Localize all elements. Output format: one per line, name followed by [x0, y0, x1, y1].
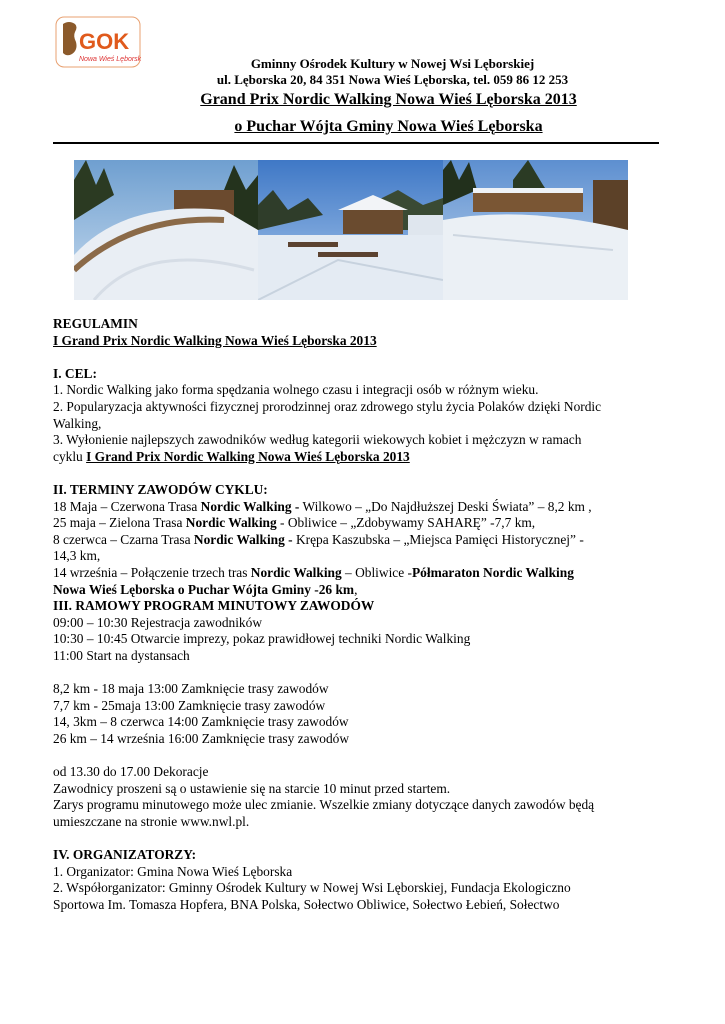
organizatorzy-line: 1. Organizator: Gmina Nowa Wieś Lęborska: [53, 863, 293, 879]
cel-item-3-prefix: cyklu: [53, 448, 87, 464]
terminy-row-4-discipline: Nordic Walking: [250, 564, 342, 580]
terminy-row-3: [53, 532, 663, 549]
terminy-row-4-date: 14 września – Połączenie trzech tras: [53, 564, 251, 580]
photo-snow-bridge: [443, 160, 628, 300]
terminy-row-1-discipline: Nordic Walking -: [200, 498, 300, 514]
regulations-body: [53, 316, 663, 913]
organizatorzy-line: Sportowa Im. Tomasza Hopfera, BNA Polska, Sołectwo Obliwice, Sołectwo Łebień, Sołectwo: [53, 896, 560, 912]
closure-line: 8,2 km - 18 maja 13:00 Zamknięcie trasy zawodów: [53, 681, 329, 697]
cel-item-3-series: I Grand Prix Nordic Walking Nowa Wieś Lęborska 2013: [86, 448, 410, 464]
terminy-row-2-route: - Obliwice – „Zdobywamy SAHARĘ” -7,7 km,: [276, 515, 536, 531]
organizatorzy-heading: IV. ORGANIZATORZY:: [53, 847, 197, 862]
terminy-row-4-cup: Nowa Wieś Lęborska o Puchar Wójta Gminy -26 km: [53, 581, 355, 597]
terminy-row-2: [53, 515, 663, 532]
organization-address: ul. Lęborska 20, 84 351 Nowa Wieś Lęborska, tel. 059 86 12 253: [216, 72, 569, 87]
program-line: 10:30 – 10:45 Otwarcie imprezy, pokaz prawidłowej techniki Nordic Walking: [53, 631, 471, 647]
program-note: Zarys programu minutowego może ulec zmianie. Wszelkie zmiany dotyczące danych zawodów będą: [53, 797, 595, 813]
organization-name: Gminny Ośrodek Kultury w Nowej Wsi Lęborskiej: [250, 56, 535, 71]
closure-line: 26 km – 14 września 16:00 Zamknięcie trasy zawodów: [53, 730, 349, 746]
terminy-row-1-date: 18 Maja – Czerwona Trasa: [53, 498, 201, 514]
photo-strip: [74, 160, 628, 300]
terminy-row-1-route: Wilkowo – „Do Najdłuższej Deski Świata” – 8,2 km ,: [299, 498, 592, 514]
terminy-row-3-discipline: Nordic Walking -: [193, 531, 293, 547]
cel-item-3-cont: [53, 449, 663, 466]
regulamin-subheading: I Grand Prix Nordic Walking Nowa Wieś Lęborska 2013: [53, 332, 377, 348]
photo-cabin-picnic: [258, 160, 443, 300]
terminy-row-4-cont: [53, 582, 663, 599]
program-note: umieszczane na stronie www.nwl.pl.: [53, 813, 250, 829]
terminy-row-3-cont: 14,3 km,: [53, 548, 101, 564]
closure-line: 7,7 km - 25maja 13:00 Zamknięcie trasy zawodów: [53, 697, 326, 713]
program-line: 09:00 – 10:30 Rejestracja zawodników: [53, 614, 262, 630]
program-note: Zawodnicy proszeni są o ustawienie się na starcie 10 minut przed startem.: [53, 780, 451, 796]
terminy-row-3-route: Krępa Kaszubska – „Miejsca Pamięci Historycznej” -: [292, 531, 584, 547]
terminy-row-2-date: 25 maja – Zielona Trasa: [53, 515, 186, 531]
program-note: od 13.30 do 17.00 Dekoracje: [53, 764, 209, 780]
terminy-row-4-place: – Obliwice -: [341, 564, 412, 580]
cel-item-2: 2. Popularyzacja aktywności fizycznej prorodzinnej oraz zdrowego stylu życia Polaków dzięki Nordic: [53, 398, 602, 414]
program-heading: III. RAMOWY PROGRAM MINUTOWY ZAWODÓW: [53, 598, 375, 614]
terminy-row-4: [53, 565, 663, 582]
photo-snowy-boardwalk: [74, 160, 258, 300]
terminy-row-2-discipline: Nordic Walking: [185, 515, 277, 531]
terminy-row-1: [53, 499, 663, 516]
page-title: Grand Prix Nordic Walking Nowa Wieś Lęborska 2013: [200, 91, 577, 108]
logo-subtext: Nowa Wieś Lęborska: [79, 56, 141, 63]
terminy-heading: II. TERMINY ZAWODÓW CYKLU:: [53, 481, 268, 497]
program-line: 11:00 Start na dystansach: [53, 647, 190, 663]
cel-heading: I. CEL:: [53, 365, 97, 381]
organizatorzy-line: 2. Współorganizator: Gminny Ośrodek Kultury w Nowej Wsi Lęborskiej, Fundacja Ekologiczno: [53, 880, 571, 896]
terminy-row-4-comma: ,: [354, 581, 358, 597]
terminy-row-4-halfmarathon: Półmaraton Nordic Walking: [411, 564, 574, 580]
cel-item-1: 1. Nordic Walking jako forma spędzania wolnego czasu i integracji osób w różnym wieku.: [53, 382, 539, 398]
header-divider: [53, 142, 659, 144]
logo-letters: GOK: [79, 29, 130, 54]
cel-item-2-cont: Walking,: [53, 415, 102, 431]
page-subtitle: o Puchar Wójta Gminy Nowa Wieś Lęborska: [234, 118, 543, 135]
closure-line: 14, 3km – 8 czerwca 14:00 Zamknięcie trasy zawodów: [53, 714, 349, 730]
cel-item-3: 3. Wyłonienie najlepszych zawodników według kategorii wiekowych kobiet i mężczyzn w ramach: [53, 432, 582, 448]
regulamin-heading: REGULAMIN: [53, 316, 138, 331]
terminy-row-3-date: 8 czerwca – Czarna Trasa: [53, 531, 194, 547]
